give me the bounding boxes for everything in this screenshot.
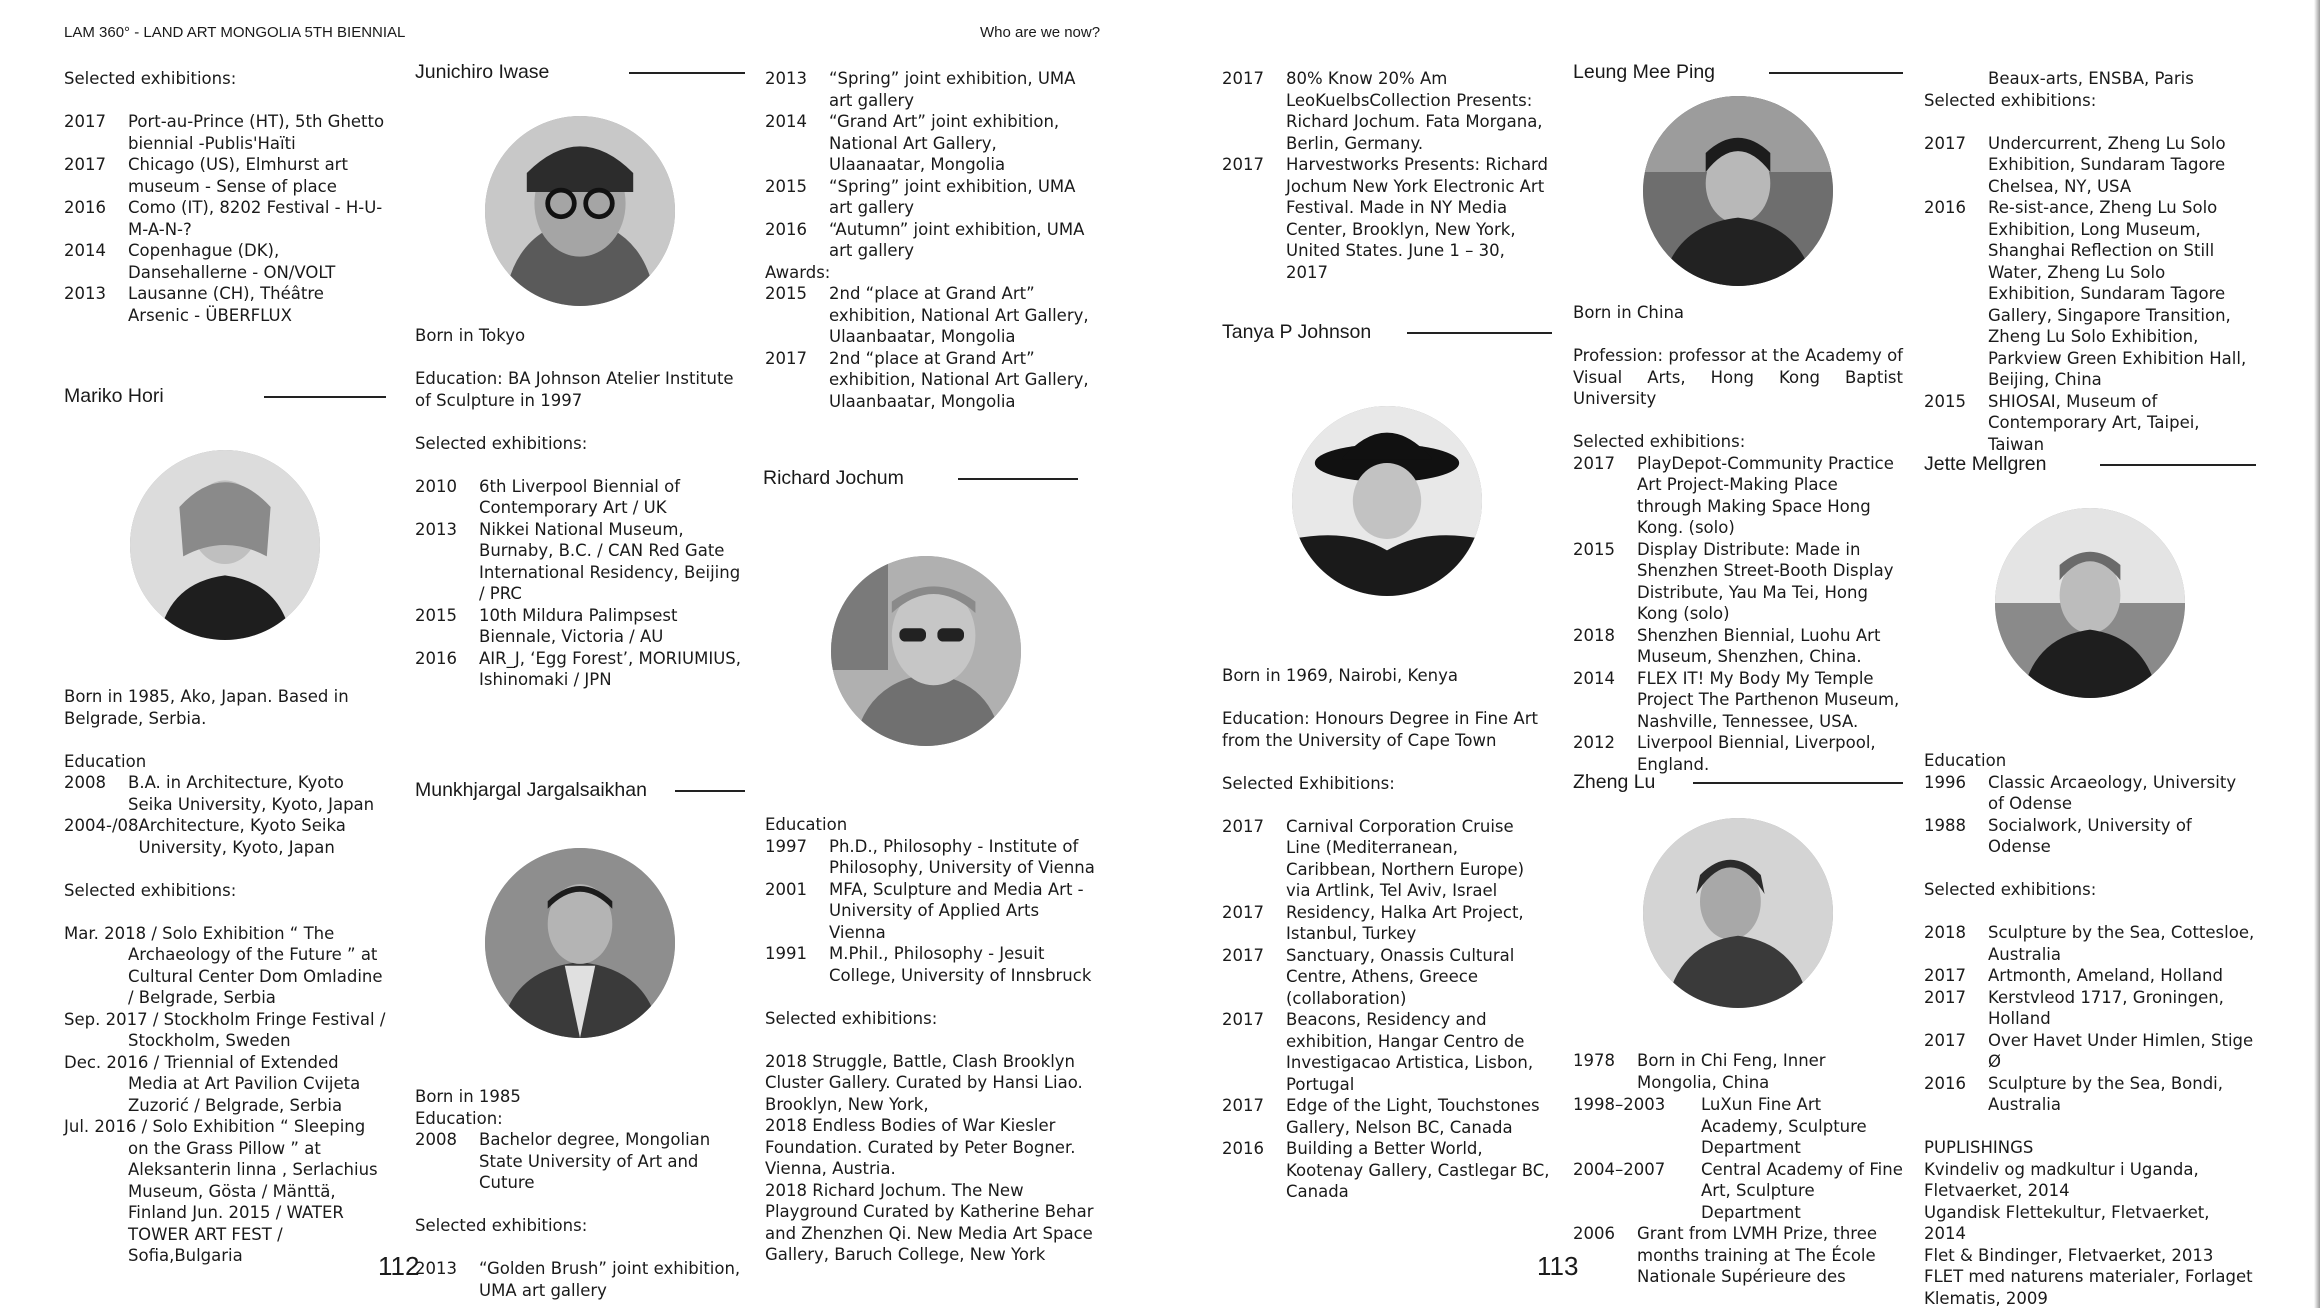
artist-name: Leung Mee Ping: [1573, 61, 1716, 84]
section-heading: Selected exhibitions:: [765, 1008, 938, 1028]
artist-bio: Born in Tokyo: [415, 326, 526, 345]
running-header-right: Who are we now?: [980, 24, 1101, 41]
list-item: Kvindeliv og madkultur i Uganda, Fletvaerket, 2014: [1924, 1159, 2199, 1200]
list-item: 2016 Building a Better World, Kootenay Gallery, Castlegar BC, Canada: [1222, 1139, 1550, 1201]
list-item: 1998–2003 LuXun Fine Art Academy, Sculpture Department: [1573, 1095, 1867, 1157]
artist-education: Education: Honours Degree in Fine Art from the University of Cape Town: [1222, 709, 1538, 750]
section-heading: Education: [1924, 751, 2007, 770]
list-item: 2014 “Grand Art” joint exhibition, National Art Gallery, Ulaanaatar, Mongolia: [765, 112, 1060, 174]
section-heading: Selected exhibitions:: [415, 1216, 588, 1235]
artist-education: Education: BA Johnson Atelier Institute of Sculpture in 1997: [415, 369, 734, 410]
artist-portrait-leung-mee-ping: [1643, 96, 1833, 286]
list-item: 2018 Struggle, Battle, Clash Brooklyn Cluster Gallery. Curated by Hansi Liao. Brooklyn, New York,: [765, 1051, 1083, 1114]
list-item: 2017 Kerstvleod 1717, Groningen, Holland: [1924, 987, 2224, 1028]
list-item: 2012 Liverpool Biennial, Liverpool, England.: [1573, 733, 1876, 774]
column-5: [1573, 58, 1903, 1286]
list-item: 2018 Endless Bodies of War Kiesler Foundation. Curated by Peter Bogner. Vienna, Austria.: [765, 1116, 1076, 1178]
section-heading: Selected exhibitions:: [1924, 90, 2097, 110]
section-heading: Education: [64, 751, 147, 771]
list-item: 2015 SHIOSAI, Museum of Contemporary Art, Taipei, Taiwan: [1924, 391, 2200, 454]
list-item: Sep. 2017 / Stockholm Fringe Festival / Stockholm, Sweden: [64, 1009, 386, 1050]
page-edge-shadow: [2314, 0, 2320, 1308]
artist-name: Mariko Hori: [64, 385, 164, 408]
list-item: 2014 Copenhague (DK), Dansehallerne - ON/VOLT: [64, 241, 336, 282]
list-item: 2017 Port-au-Prince (HT), 5th Ghetto biennial -Publis'Haïti: [64, 112, 385, 153]
list-item: Dec. 2016 / Triennial of Extended Media at Art Pavilion Cvijeta Zuzorić / Belgrade, Serbia: [64, 1052, 361, 1115]
list-item: 2014 FLEX IT! My Body My Temple Project The Parthenon Museum, Nashville, Tennessee, USA.: [1573, 668, 1900, 731]
artist-name-row: [1222, 318, 1552, 348]
artist-name: Richard Jochum: [763, 467, 904, 490]
page-number-right: 113: [1537, 1251, 1579, 1281]
list-item: 2015 2nd “place at Grand Art” exhibition, National Art Gallery, Ulaanbaatar, Mongolia: [765, 284, 1089, 346]
artist-portrait-mariko-hori: [130, 450, 320, 640]
list-item: 2017 Beacons, Residency and exhibition, Hangar Centro de Investigacao Artistica, Lisbon, Portugal: [1222, 1010, 1534, 1094]
list-item: 1996 Classic Arcaeology, University of Odense: [1924, 772, 2237, 813]
list-item: 2017 Artmonth, Ameland, Holland: [1924, 966, 2223, 985]
continued-text: Beaux-arts, ENSBA, Paris: [1988, 69, 2194, 88]
artist-portrait-jette-mellgren: [1995, 508, 2185, 698]
list-item: 2013 “Spring” joint exhibition, UMA art gallery: [765, 69, 1076, 110]
list-item: 2018 Sculpture by the Sea, Cottesloe, Australia: [1924, 923, 2255, 964]
list-item: FLET med naturens materialer, Forlaget Klematis, 2009: [1924, 1267, 2253, 1308]
list-item: 2017 Chicago (US), Elmhurst art museum - Sense of place: [64, 155, 348, 196]
artist-name-row: [1573, 58, 1903, 88]
artist-portrait-munkhjargal-jargalsaikhan: [485, 848, 675, 1038]
artist-name: Tanya P Johnson: [1222, 321, 1372, 344]
section-heading: Selected exhibitions:: [1924, 880, 2097, 899]
list-item: 2017 Undercurrent, Zheng Lu Solo Exhibition, Sundaram Tagore Chelsea, NY, USA: [1924, 133, 2226, 196]
artist-name-row: [1573, 768, 1903, 798]
list-item: 2016 “Autumn” joint exhibition, UMA art gallery: [765, 219, 1085, 260]
column-6: [1924, 68, 2256, 1308]
list-item: 2017 Edge of the Light, Touchstones Gallery, Nelson BC, Canada: [1222, 1096, 1540, 1137]
list-item: 2001 MFA, Sculpture and Media Art - University of Applied Arts Vienna: [765, 879, 1084, 942]
list-item: 2004-/08 Architecture, Kyoto Seika University, Kyoto, Japan: [64, 816, 346, 857]
list-item: 2017 80% Know 20% Am LeoKuelbsCollection Presents: Richard Jochum. Fata Morgana, Berlin, Germany.: [1222, 69, 1543, 153]
list-item: 2015 “Spring” joint exhibition, UMA art gallery: [765, 176, 1076, 217]
artist-bio: Born in 1969, Nairobi, Kenya: [1222, 666, 1458, 685]
list-item: 2016 Como (IT), 8202 Festival - H-U-M-A-N-?: [64, 198, 383, 239]
artist-name-row: [64, 382, 386, 412]
list-item: 2016 AIR_J, ‘Egg Forest’, MORIUMIUS, Ishinomaki / JPN: [415, 648, 741, 689]
list-item: 2013 Nikkei National Museum, Burnaby, B.C. / CAN Red Gate International Residency, Beijing / PRC: [415, 519, 741, 603]
section-heading: Selected exhibitions:: [415, 433, 588, 453]
list-item: Flet & Bindinger, Fletvaerket, 2013: [1924, 1245, 2214, 1265]
list-item: 2013 “Golden Brush” joint exhibition, UMA art gallery: [415, 1259, 741, 1300]
list-item: 2018 Richard Jochum. The New Playground Curated by Katherine Behar and Zhenzhen Qi. New Media Art Space Gallery, Baruch College, New York: [765, 1180, 1094, 1264]
artist-name-row: [415, 776, 745, 806]
section-heading: Education:: [415, 1108, 503, 1128]
list-item: 2017 PlayDepot-Community Practice Art Project-Making Place through Making Space Hong Kong. (solo): [1573, 453, 1894, 537]
artist-name-row: [1924, 450, 2256, 480]
list-item: Mar. 2018 / Solo Exhibition “ The Archaeology of the Future ” at Cultural Center Dom Omladine / Belgrade, Serbia: [64, 923, 383, 1007]
list-item: 1997 Ph.D., Philosophy - Institute of Philosophy, University of Vienna: [765, 836, 1095, 877]
list-item: 2017 Harvestworks Presents: Richard Jochum New York Electronic Art Festival. Made in NY Media Center, Brooklyn, New York, United States. June 1 – 30, 2017: [1222, 155, 1549, 282]
artist-name: Munkhjargal Jargalsaikhan: [415, 779, 647, 802]
artist-bio: Born in China: [1573, 303, 1685, 322]
list-item: 2008 Bachelor degree, Mongolian State University of Art and Cuture: [415, 1130, 711, 1192]
artist-bio: Born in 1985, Ako, Japan. Based in Belgrade, Serbia.: [64, 687, 349, 728]
section-heading: Selected exhibitions:: [64, 69, 237, 88]
list-item: 2017 Over Havet Under Himlen, Stige Ø: [1924, 1030, 2254, 1071]
list-item: 2008 B.A. in Architecture, Kyoto Seika University, Kyoto, Japan: [64, 773, 375, 814]
artist-portrait-zheng-lu: [1643, 818, 1833, 1008]
artist-name: Junichiro Iwase: [415, 61, 550, 84]
artist-name: Jette Mellgren: [1924, 453, 2047, 476]
page-number-left: 112: [378, 1251, 420, 1281]
list-item: 2004–2007 Central Academy of Fine Art, Sculpture Department: [1573, 1159, 1903, 1222]
list-item: 2018 Shenzhen Biennial, Luohu Art Museum, Shenzhen, China.: [1573, 625, 1881, 666]
column-3: [763, 68, 1095, 1264]
list-item: 1991 M.Phil., Philosophy - Jesuit College, University of Innsbruck: [765, 944, 1092, 985]
column-2: [415, 58, 745, 1300]
list-item: 2015 Display Distribute: Made in Shenzhen Street-Booth Display Distribute, Yau Ma Tei, Hong Kong (solo): [1573, 539, 1894, 623]
list-item: 2006 Grant from LVMH Prize, three months training at The École Nationale Supérieure des: [1573, 1224, 1878, 1286]
section-heading: Selected exhibitions:: [64, 880, 237, 900]
artist-portrait-richard-jochum: [831, 556, 1021, 746]
section-heading: Education: [765, 815, 848, 834]
exhibition-list: [64, 111, 386, 326]
list-item: 2016 Re-sist-ance, Zheng Lu Solo Exhibition, Long Museum, Shanghai Reflection on Still Water, Zheng Lu Solo Exhibition, Sundaram Tagore Gallery, Singapore Transition, Zheng Lu Solo Exhibition, Parkview Green Exhibition Hall, Beijing, China: [1924, 198, 2247, 389]
list-item: 2017 2nd “place at Grand Art” exhibition, National Art Gallery, Ulaanbaatar, Mongolia: [765, 348, 1089, 411]
list-item: 1988 Socialwork, University of Odense: [1924, 815, 2192, 856]
column-1: [64, 68, 386, 1265]
running-header-left: LAM 360° - LAND ART MONGOLIA 5TH BIENNIAL: [64, 24, 406, 41]
list-item: 2017 Residency, Halka Art Project, Istanbul, Turkey: [1222, 902, 1524, 943]
column-4: [1222, 68, 1552, 1201]
list-item: 2017 Sanctuary, Onassis Cultural Centre, Athens, Greece (collaboration): [1222, 945, 1515, 1008]
artist-profession: Profession: professor at the Academy of Visual Arts, Hong Kong Baptist University: [1573, 346, 1903, 408]
artist-portrait-tanya-p-johnson: [1292, 406, 1482, 596]
artist-bio: Born in 1985: [415, 1087, 521, 1106]
list-item: Ugandisk Flettekultur, Fletvaerket, 2014: [1924, 1202, 2210, 1243]
list-item: 2015 10th Mildura Palimpsest Biennale, Victoria / AU: [415, 605, 678, 646]
list-item: 2016 Sculpture by the Sea, Bondi, Australia: [1924, 1073, 2224, 1114]
list-item: 2017 Carnival Corporation Cruise Line (Mediterranean, Caribbean, Northern Europe) via Artlink, Tel Aviv, Israel: [1222, 816, 1525, 900]
section-heading: Selected exhibitions:: [1573, 432, 1746, 451]
list-item: 2010 6th Liverpool Biennial of Contemporary Art / UK: [415, 476, 681, 517]
list-item: Jul. 2016 / Solo Exhibition “ Sleeping on the Grass Pillow ” at Aleksanterin linna , Serlachius Museum, Gösta / Mänttä, Finland Jun. 2015 / WATER TOWER ART FEST / Sofia,Bulgaria: [64, 1117, 378, 1265]
section-heading: PUPLISHINGS: [1924, 1138, 2034, 1157]
section-heading: Awards:: [765, 262, 831, 282]
list-item: 1978 Born in Chi Feng, Inner Mongolia, China: [1573, 1051, 1826, 1092]
artist-portrait-junichiro-iwase: [485, 116, 675, 306]
artist-name: Zheng Lu: [1573, 771, 1656, 794]
artist-name-row: [415, 58, 745, 88]
section-heading: Selected Exhibitions:: [1222, 773, 1395, 793]
list-item: 2013 Lausanne (CH), Théâtre Arsenic - ÜBERFLUX: [64, 284, 324, 325]
artist-name-row: [763, 464, 1078, 494]
